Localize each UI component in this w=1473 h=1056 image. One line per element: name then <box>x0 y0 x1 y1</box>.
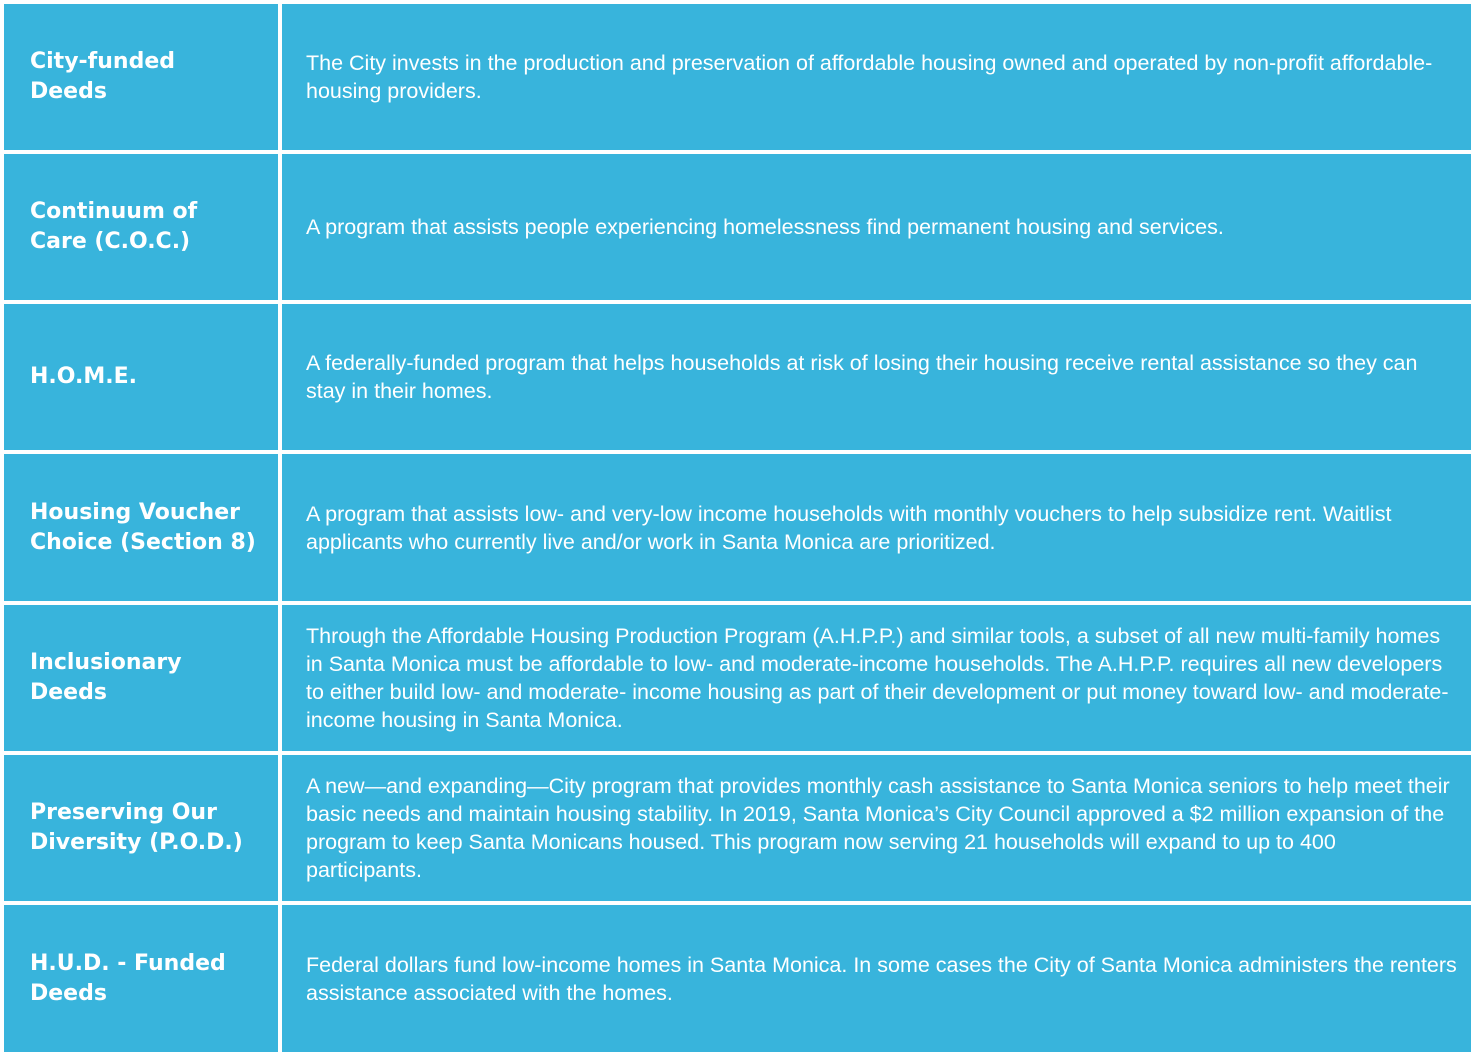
program-term-hud-funded-deeds: H.U.D. - Funded Deeds <box>4 905 278 1052</box>
program-description-hud-funded-deeds: Federal dollars fund low-income homes in Santa Monica. In some cases the City of Santa Monica administers the renters assistance associated with the homes. <box>282 905 1471 1052</box>
program-description-home: A federally-funded program that helps households at risk of losing their housing receive rental assistance so they can stay in their homes. <box>282 304 1471 450</box>
program-description-housing-voucher-choice: A program that assists low- and very-low income households with monthly vouchers to help subsidize rent. Waitlist applicants who currently live and/or work in Santa Monica are prioritized. <box>282 454 1471 601</box>
program-term-housing-voucher-choice: Housing Voucher Choice (Section 8) <box>4 454 278 601</box>
program-term-inclusionary-deeds: Inclusionary Deeds <box>4 605 278 751</box>
program-term-preserving-our-diversity: Preserving Our Diversity (P.O.D.) <box>4 755 278 901</box>
program-description-city-funded-deeds: The City invests in the production and preservation of affordable housing owned and operated by non-profit affordable-housing providers. <box>282 4 1471 150</box>
program-description-inclusionary-deeds: Through the Affordable Housing Production Program (A.H.P.P.) and similar tools, a subset of all new multi-family homes in Santa Monica must be affordable to low- and moderate-income households. The A.H.P.P. requires all new developers to either build low- and moderate- income housing as part of their development or put money toward low- and moderate- income housing in Santa Monica. <box>282 605 1471 751</box>
program-term-home: H.O.M.E. <box>4 304 278 450</box>
program-description-preserving-our-diversity: A new—and expanding—City program that provides monthly cash assistance to Santa Monica seniors to help meet their basic needs and maintain housing stability. In 2019, Santa Monica’s City Council approved a $2 million expansion of the program to keep Santa Monicans housed. This program now serving 21 households will expand to up to 400 participants. <box>282 755 1471 901</box>
program-description-continuum-of-care: A program that assists people experiencing homelessness find permanent housing and services. <box>282 154 1471 300</box>
program-term-continuum-of-care: Continuum of Care (C.O.C.) <box>4 154 278 300</box>
program-term-city-funded-deeds: City-funded Deeds <box>4 4 278 150</box>
